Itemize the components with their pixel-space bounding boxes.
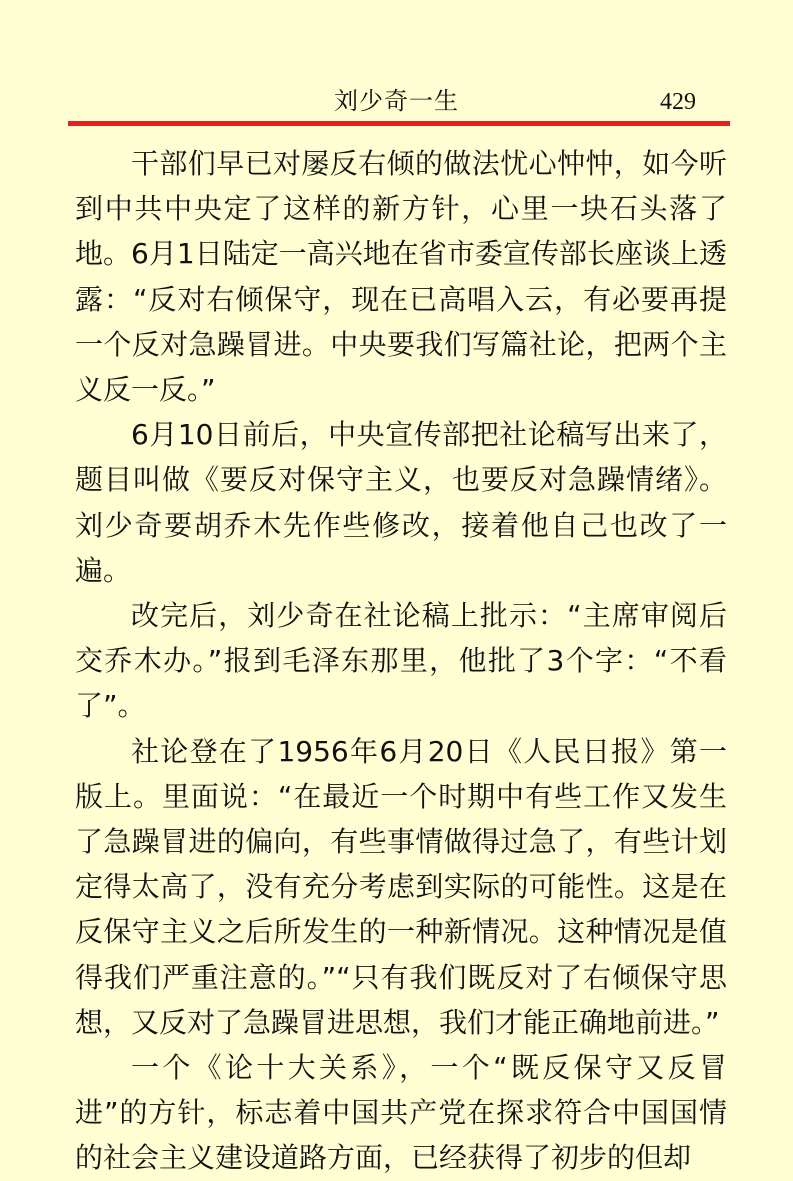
header-divider [68,121,730,126]
paragraph-1: 干部们早已对屡反右倾的做法忧心忡忡，如今听到中共中央定了这样的新方针，心里一块石头落了地。6月1日陆定一高兴地在省市委宣传部长座谈上透露：“反对右倾保守，现在已高唱入云，有必要再提一个反对急躁冒进。中央要我们写篇社论，把两个主义反一反。” [75,147,727,407]
page-number: 429 [660,89,696,115]
body-text [75,141,727,1181]
paragraph-5: 一个《论十大关系》，一个“既反保守又反冒进”的方针，标志着中国共产党在探求符合中国国情的社会主义建设道路方面，已经获得了初步的但却 [75,1051,727,1175]
running-header-title: 刘少奇一生 [334,87,459,115]
paragraph-2: 6月10日前后，中央宣传部把社论稿写出来了，题目叫做《要反对保守主义，也要反对急躁情绪》。刘少奇要胡乔木先作些修改，接着他自己也改了一遍。 [75,418,727,587]
paragraph-3: 改完后，刘少奇在社论稿上批示：“主席审阅后交乔木办。”报到毛泽东那里，他批了3个字：“不看了”。 [75,599,727,723]
paragraph-4: 社论登在了1956年6月20日《人民日报》第一版上。里面说：“在最近一个时期中有些工作又发生了急躁冒进的偏向，有些事情做得过急了，有些计划定得太高了，没有充分考虑到实际的可能性。这是在反保守主义之后所发生的一种新情况。这种情况是值得我们严重注意的。”“只有我们既反对了右倾保守思想，又反对了急躁冒进思想，我们才能正确地前进。” [75,734,727,1039]
